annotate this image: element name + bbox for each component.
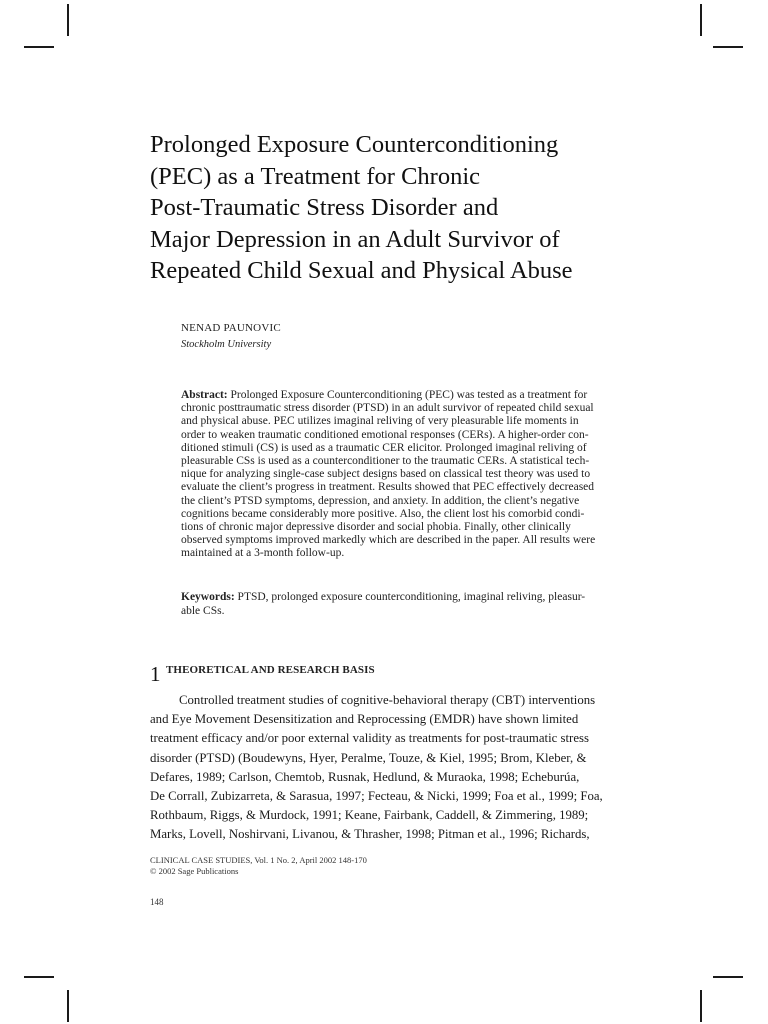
abstract-line: the client’s PTSD symptoms, depression, and anxiety. In addition, the client’s negative bbox=[181, 494, 580, 507]
section-heading: THEORETICAL AND RESEARCH BASIS bbox=[166, 664, 375, 676]
abstract-line: tions of chronic major depressive disorder and social phobia. Finally, other clinically bbox=[181, 521, 571, 534]
body-line: Rothbaum, Riggs, & Murdock, 1991; Keane, Fairbank, Caddell, & Zimmering, 1989; bbox=[150, 808, 589, 823]
crop-mark-top-right-vertical bbox=[700, 4, 702, 36]
keywords bbox=[181, 590, 617, 618]
abstract-label: Abstract: bbox=[181, 389, 228, 401]
body-paragraph bbox=[150, 691, 618, 845]
journal-citation: CLINICAL CASE STUDIES, Vol. 1 No. 2, April 2002 148-170 bbox=[150, 855, 367, 865]
keywords-line bbox=[181, 590, 617, 604]
abstract bbox=[181, 389, 617, 561]
abstract-line: evaluate the client’s progress in treatment. Results showed that PEC effectively decreased bbox=[181, 481, 595, 494]
body-line: treatment efficacy and/or poor external validity as treatments for post-traumatic stress bbox=[150, 731, 589, 746]
abstract-line: ditioned stimuli (CS) is used as a traumatic CER elicitor. Prolonged imaginal reliving of bbox=[181, 441, 587, 454]
abstract-line: maintained at a 3-month follow-up. bbox=[181, 547, 345, 560]
page-number: 148 bbox=[150, 897, 164, 907]
crop-mark-bottom-left-horizontal bbox=[24, 976, 54, 978]
body-line: and Eye Movement Desensitization and Reprocessing (EMDR) have shown limited bbox=[150, 712, 579, 727]
abstract-line: chronic posttraumatic stress disorder (PTSD) in an adult survivor of repeated child sexual bbox=[181, 402, 594, 415]
abstract-line: pleasurable CSs is used as a counterconditioner to the traumatic CERs. A statistical tech- bbox=[181, 455, 590, 468]
copyright-notice: © 2002 Sage Publications bbox=[150, 866, 239, 876]
title-line: Post-Traumatic Stress Disorder and bbox=[150, 194, 499, 221]
paper-title bbox=[150, 129, 630, 287]
crop-mark-bottom-right-horizontal bbox=[713, 976, 743, 978]
author-affiliation: Stockholm University bbox=[181, 339, 272, 350]
body-line: Controlled treatment studies of cognitive-behavioral therapy (CBT) interventions bbox=[179, 693, 596, 707]
crop-mark-top-left-horizontal bbox=[24, 46, 54, 48]
abstract-line: observed symptoms improved markedly which are described in the paper. All results were bbox=[181, 534, 596, 547]
title-line: Prolonged Exposure Counterconditioning bbox=[150, 131, 559, 158]
author-name: NENAD PAUNOVIC bbox=[181, 322, 281, 334]
body-line: disorder (PTSD) (Boudewyns, Hyer, Peralme, Touze, & Kiel, 1995; Brom, Kleber, & bbox=[150, 750, 587, 765]
crop-mark-top-left-vertical bbox=[67, 4, 69, 36]
crop-mark-bottom-left-vertical bbox=[67, 990, 69, 1022]
body-line: De Corrall, Zubizarreta, & Sarasua, 1997; Fecteau, & Nicki, 1999; Foa et al., 1999; Foa, bbox=[150, 789, 603, 804]
title-line: (PEC) as a Treatment for Chronic bbox=[150, 162, 481, 190]
crop-mark-top-right-horizontal bbox=[713, 46, 743, 48]
abstract-line: and physical abuse. PEC utilizes imaginal reliving of very pleasurable life moments in bbox=[181, 415, 579, 428]
abstract-line: nique for analyzing single-case subject designs based on classical test theory was used to bbox=[181, 468, 591, 481]
abstract-text: Prolonged Exposure Counterconditioning (PEC) was tested as a treatment for bbox=[227, 389, 588, 401]
abstract-line: order to weaken traumatic conditioned emotional responses (CERs). A higher-order con- bbox=[181, 428, 589, 441]
journal-footer bbox=[150, 855, 367, 877]
keywords-label: Keywords: bbox=[181, 591, 235, 603]
crop-mark-bottom-right-vertical bbox=[700, 990, 702, 1022]
body-line: Marks, Lovell, Noshirvani, Livanou, & Thrasher, 1998; Pitman et al., 1996; Richards, bbox=[150, 827, 590, 842]
section-number: 1 bbox=[150, 662, 161, 686]
keywords-line: able CSs. bbox=[181, 605, 225, 617]
abstract-line bbox=[181, 389, 617, 402]
body-line: Defares, 1989; Carlson, Chemtob, Rusnak, Hedlund, & Muraoka, 1998; Echeburúa, bbox=[150, 769, 580, 784]
keywords-text: PTSD, prolonged exposure counterconditioning, imaginal reliving, pleasur- bbox=[234, 591, 586, 603]
abstract-line: cognitions became considerably more positive. Also, the client lost his comorbid condi- bbox=[181, 507, 585, 520]
title-line: Repeated Child Sexual and Physical Abuse bbox=[150, 257, 573, 284]
title-line: Major Depression in an Adult Survivor of bbox=[150, 225, 560, 253]
